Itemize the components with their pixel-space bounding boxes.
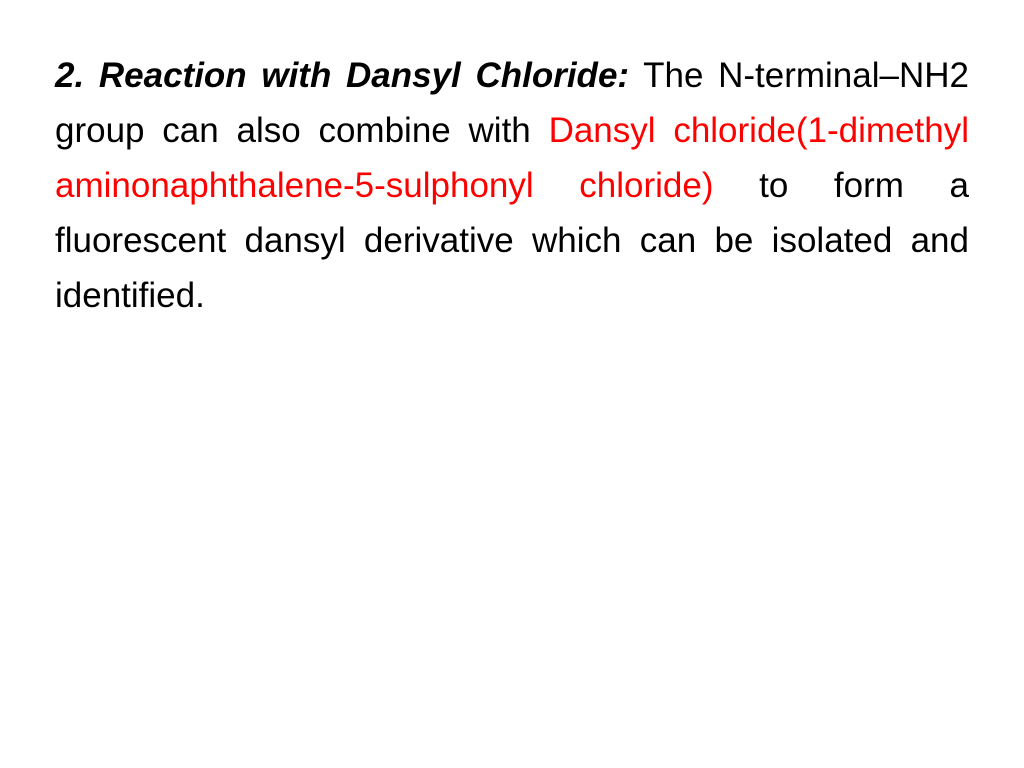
- reagent-highlight: Dansyl chloride(1-dimethyl aminonaphthalene-5-sulphonyl chloride): [55, 111, 969, 205]
- section-heading: 2. Reaction with Dansyl Chloride:: [55, 56, 630, 95]
- slide-body-paragraph: [55, 48, 969, 323]
- outro-text: to form a fluorescent dansyl derivative which can be isolated and identified.: [55, 166, 969, 315]
- intro-text: The N-terminal–NH2 group can also combine with: [55, 56, 969, 150]
